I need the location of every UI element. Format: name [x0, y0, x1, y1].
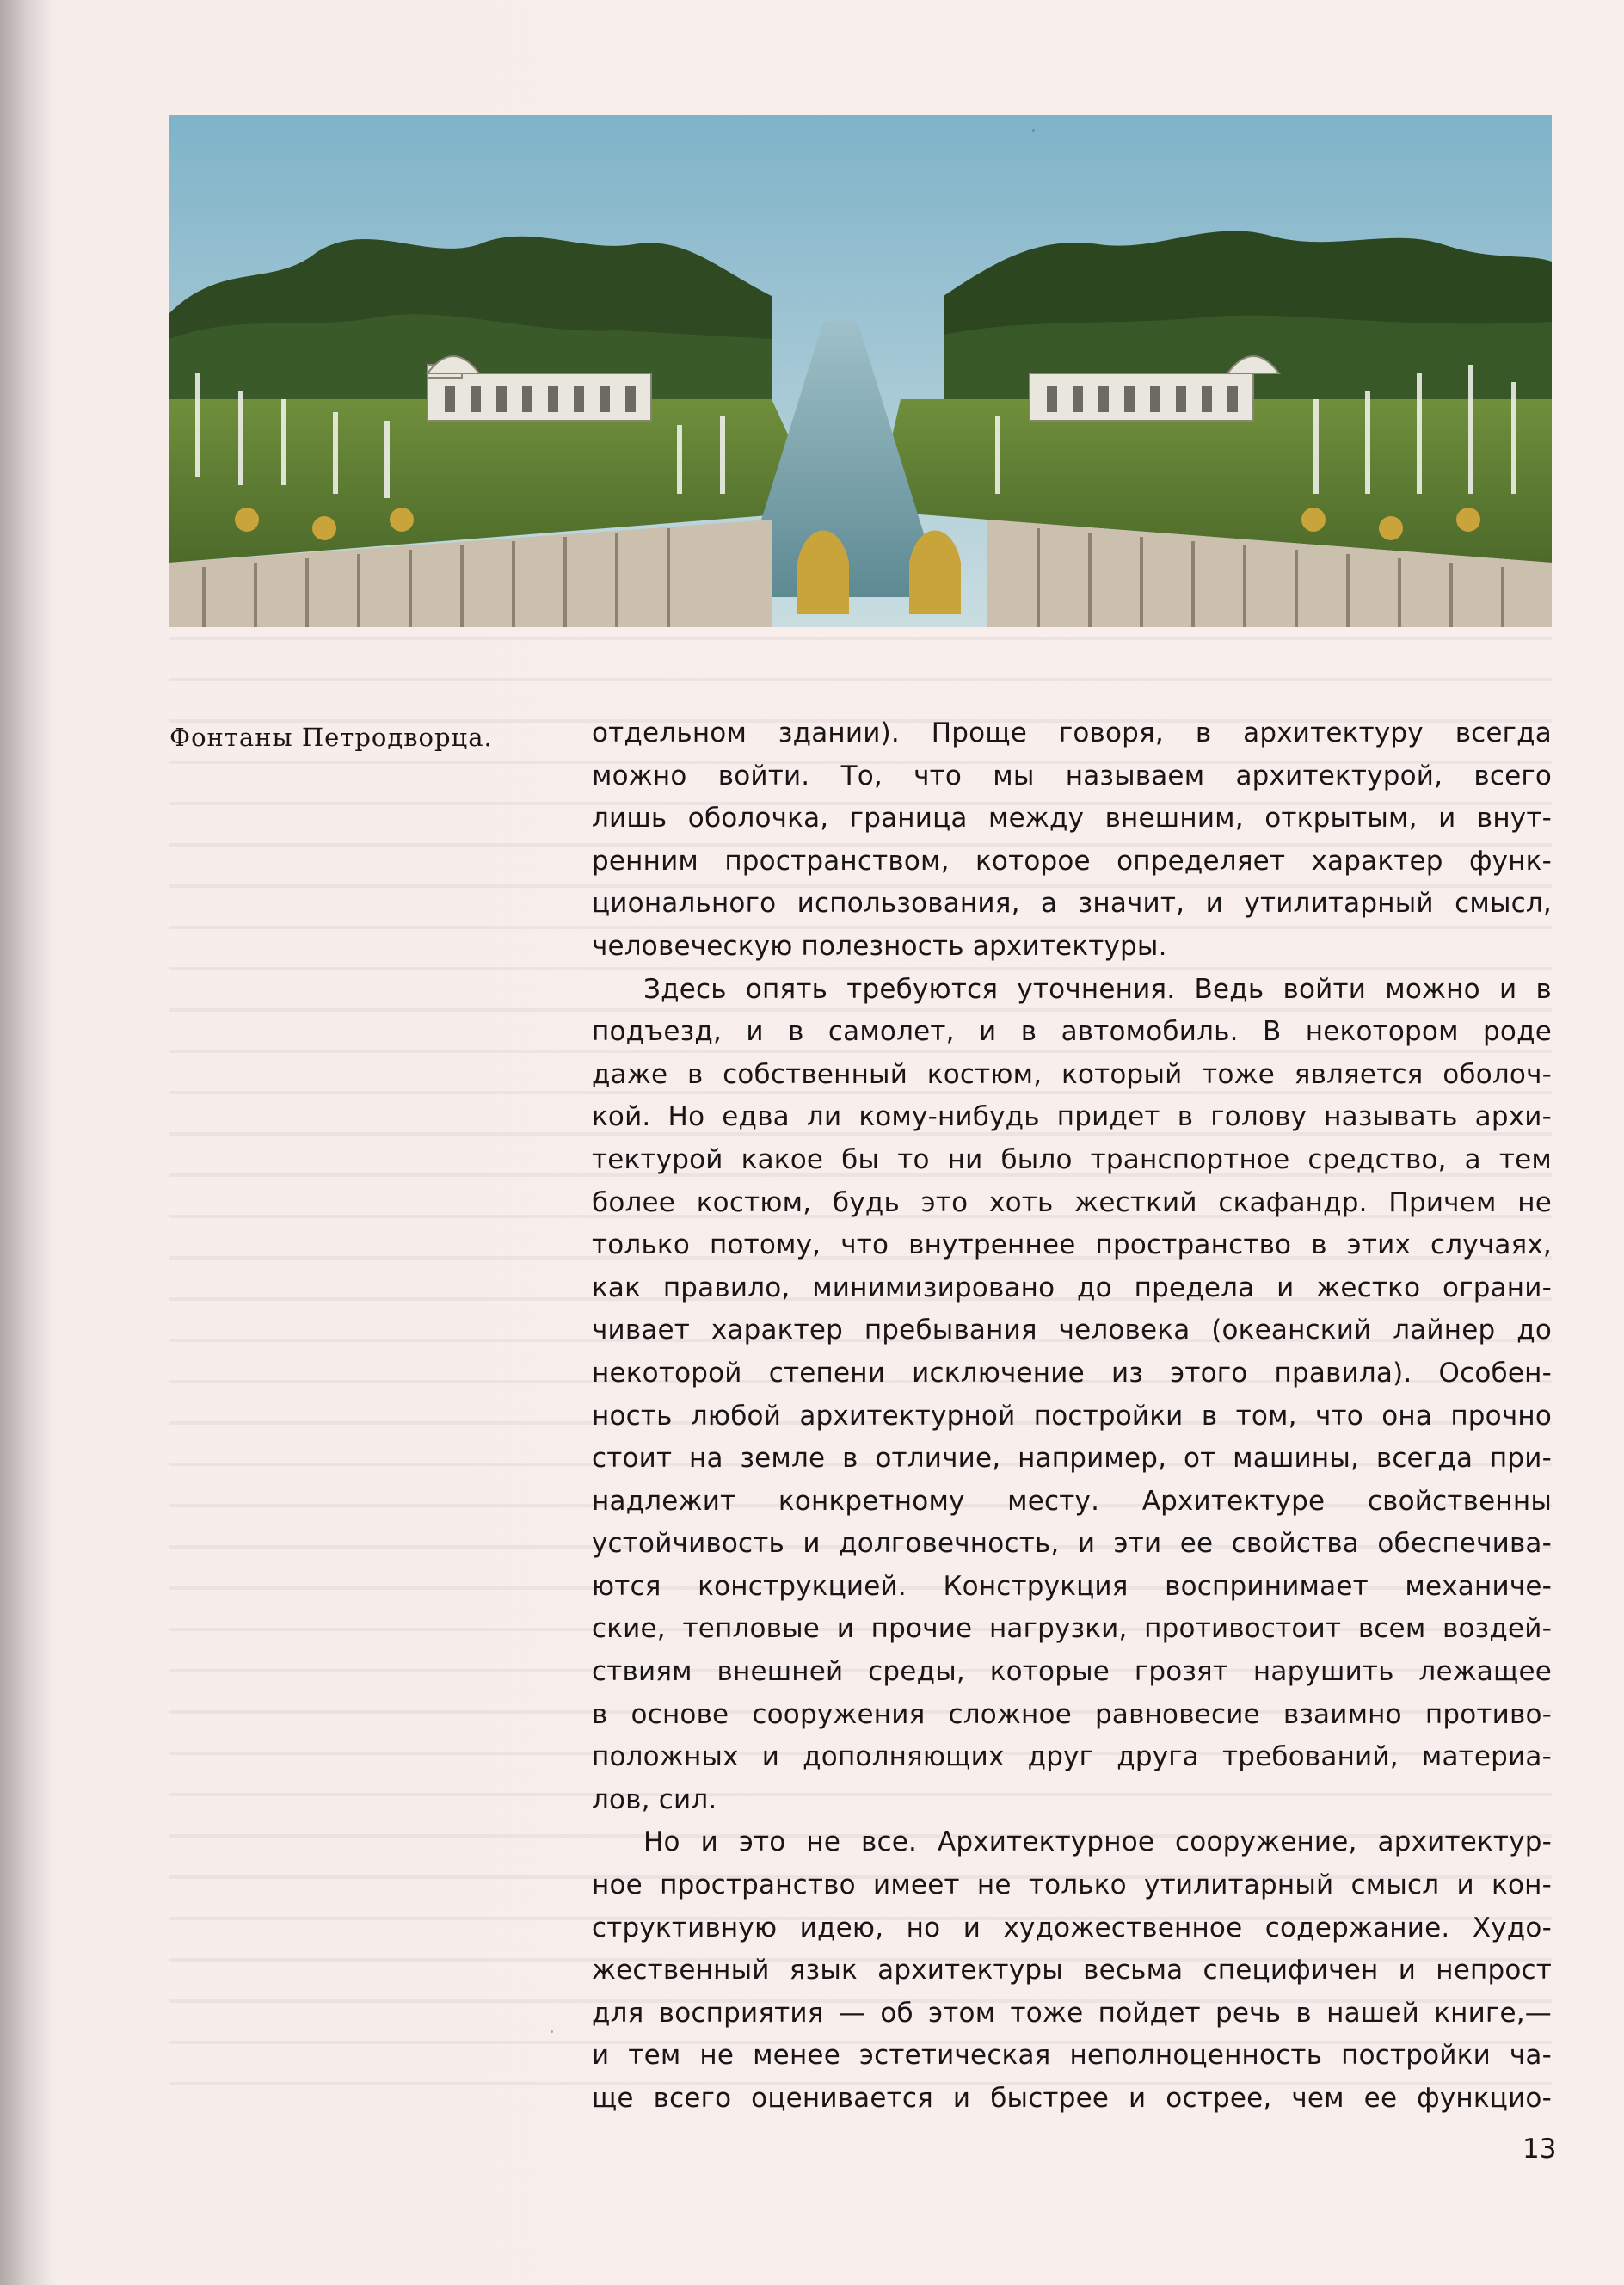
- paper-speck: [1032, 129, 1035, 132]
- text-line: устойчивость и долговечность, и эти ее свойства обеспечива-: [592, 1528, 1552, 1560]
- text-line: более костюм, будь это хоть жесткий скафандр. Причем не: [592, 1186, 1552, 1218]
- text-line: чивает характер пребывания человека (океанский лайнер до: [592, 1315, 1552, 1346]
- text-line: Но и это не все. Архитектурное сооружение, архитектур-: [643, 1826, 1552, 1858]
- text-line: даже в собственный костюм, который тоже является оболоч-: [592, 1058, 1552, 1090]
- text-line: как правило, минимизировано до предела и жестко ограни-: [592, 1272, 1552, 1303]
- text-line: ность любой архитектурной постройки в том, что она прочно: [592, 1400, 1552, 1432]
- text-line: стоит на земле в отличие, например, от машины, всегда при-: [592, 1443, 1552, 1475]
- article-body: [592, 712, 1552, 2121]
- text-line: ские, тепловые и прочие нагрузки, противостоит всем воздей-: [592, 1613, 1552, 1645]
- page-number: 13: [1522, 2134, 1557, 2165]
- text-line: некоторой степени исключение из этого правила). Особен-: [592, 1357, 1552, 1389]
- text-line: жественный язык архитектуры весьма специфичен и непрост: [592, 1955, 1552, 1986]
- text-line: только потому, что внутреннее пространство в этих случаях,: [592, 1229, 1552, 1261]
- text-line: лов, сил.: [592, 1783, 717, 1815]
- text-line: ствиям внешней среды, которые грозят нарушить лежащее: [592, 1656, 1552, 1688]
- text-line: Здесь опять требуются уточнения. Ведь войти можно и в: [643, 973, 1552, 1005]
- fountains-photo: [169, 115, 1552, 627]
- paragraph: [592, 712, 1552, 969]
- text-line: человеческую полезность архитектуры.: [592, 930, 1167, 962]
- text-line: ются конструкцией. Конструкция воспринимает механиче-: [592, 1570, 1552, 1602]
- paragraph: [592, 969, 1552, 1822]
- text-line: подъезд, и в самолет, и в автомобиль. В некотором роде: [592, 1016, 1552, 1048]
- text-line: и тем не менее эстетическая неполноценность постройки ча-: [592, 2040, 1552, 2072]
- text-line: лишь оболочка, граница между внешним, открытым, и внут-: [592, 803, 1552, 835]
- photo-caption: Фонтаны Петродворца.: [169, 723, 493, 752]
- text-line: отдельном здании). Проще говоря, в архитектуру всегда: [592, 718, 1552, 748]
- binding-shadow: [0, 0, 52, 2285]
- photograph-fountains-peterhof-icon: [169, 115, 1552, 627]
- text-line: надлежит конкретному месту. Архитектуре свойственны: [592, 1485, 1552, 1517]
- text-line: в основе сооружения сложное равновесие взаимно противо-: [592, 1698, 1552, 1730]
- text-line: структивную идею, но и художественное содержание. Худо-: [592, 1912, 1552, 1943]
- text-line: ционального использования, а значит, и утилитарный смысл,: [592, 888, 1552, 920]
- paper-speck: [551, 2030, 553, 2033]
- text-line: положных и дополняющих друг друга требований, материа-: [592, 1741, 1552, 1773]
- text-line: можно войти. То, что мы называем архитектурой, всего: [592, 760, 1552, 791]
- text-line: ренним пространством, которое определяет характер функ-: [592, 845, 1552, 877]
- text-line: ще всего оценивается и быстрее и острее, чем ее функцио-: [592, 2083, 1552, 2114]
- text-line: для восприятия — об этом тоже пойдет речь в нашей книге,—: [592, 1997, 1552, 2029]
- text-line: ное пространство имеет не только утилитарный смысл и кон-: [592, 1869, 1552, 1901]
- text-line: тектурой какое бы то ни было транспортное средство, а тем: [592, 1143, 1552, 1175]
- paragraph: [592, 1821, 1552, 2120]
- text-line: кой. Но едва ли кому-нибудь придет в голову называть архи-: [592, 1101, 1552, 1133]
